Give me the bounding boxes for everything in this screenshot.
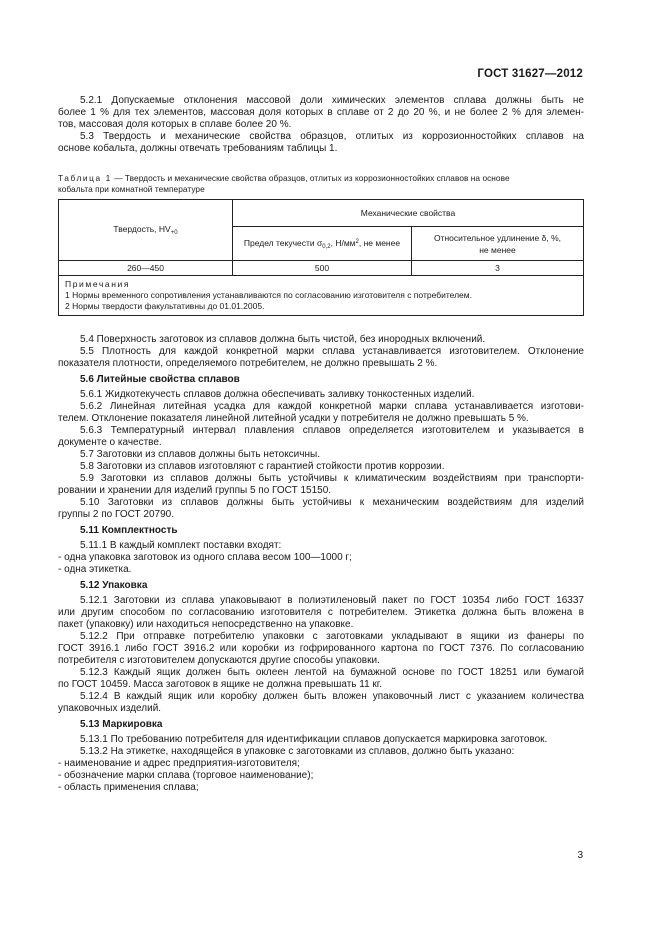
paragraph-line: ГОСТ 3916.1 либо ГОСТ 3916.2 или коробки из гофрированного картона по ГОСТ 7376. По согласованию [58,643,584,654]
header-elongation-line-1: Относительное удлинение δ, %, [433,232,562,243]
section-heading: 5.6 Литейные свойства сплавов [80,374,240,385]
paragraph-line: - одна упаковка заготовок из одного сплава весом 100—1000 г; [58,552,352,563]
header-hardness [59,200,233,261]
paragraph-line: потребителя с изготовителем допускаются другие способы упаковки. [58,655,380,666]
paragraph-line: 5.5 Плотность для каждой конкретной марки сплава устанавливается изготовителем. Отклонение [80,346,584,357]
paragraph-line: 5.12.3 Каждый ящик должен быть оклеен лентой на бумажной основе по ГОСТ 18251 или бумагой [80,667,584,678]
paragraph-line: пакет (упаковку) или находиться непосредственно на упаковке. [58,619,354,630]
header-hardness-sub: +0 [170,230,178,236]
clause-5-2-1-line-2: более 1 % для тех элементов, массовая доля которых в сплаве от 2 до 20 %, и не более 2 % для элемен- [58,107,584,118]
paragraph-line: 5.7 Заготовки из сплавов должны быть нетоксичны. [80,449,320,460]
clause-5-3-line-1: 5.3 Твердость и механические свойства образцов, отлитых из коррозионностойких сплавов на [80,131,584,142]
table-row [59,261,584,276]
paragraph-line: по ГОСТ 10459. Масса заготовок в ящике не должна превышать 11 кг. [58,679,383,690]
paragraph-line: 5.6.1 Жидкотекучесть сплавов должна обеспечивать заливку тонкостенных изделий. [80,389,475,400]
header-yield [233,227,412,261]
clause-5-2-1-line-1: 5.2.1 Допускаемые отклонения массовой доли химических элементов сплава должны быть не [80,95,584,106]
paragraph-line: 5.4 Поверхность заготовок из сплавов должна быть чистой, без инородных включений. [80,334,486,345]
paragraph-line: показателя плотности, определяемого потребителем, не должно превышать 2 %. [58,358,438,369]
document-content [58,95,584,794]
notes-row [59,276,584,316]
table-caption-label: Таблица 1 [58,173,112,183]
header-yield-unit: , Н/мм [330,237,356,248]
note-2: 2 Нормы твердости факультативны до 01.01.2005. [65,301,265,311]
paragraph-line: группы 2 по ГОСТ 20790. [58,509,174,520]
header-hardness-text: Твердость, HV [113,224,171,234]
header-elongation-line-2: не менее [479,244,516,255]
paragraph-line: - область применения сплава; [58,782,199,793]
paragraph-line: - наименование и адрес предприятия-изготовителя; [58,758,300,769]
paragraph-line: 5.12.1 Заготовки из сплава упаковывают в полиэтиленовый пакет по ГОСТ 10354 либо ГОСТ 16337 [80,595,584,606]
paragraph-line: 5.13.2 На этикетке, находящейся в упаковке с заготовками из сплавов, должно быть указано: [80,746,515,757]
paragraph-line: 5.11.1 В каждый комплект поставки входят: [80,540,282,551]
paragraph-line: ровании и хранении для изделий группы 5 по ГОСТ 15150. [58,485,332,496]
cell-elongation: 3 [412,261,584,276]
table-caption-text-1: — Твердость и механические свойства образцов, отлитых из коррозионностойких сплавов на основе [111,173,510,183]
notes-title: Примечания [65,279,131,289]
paragraph-line: 5.6.2 Линейная литейная усадка для каждой конкретной марки сплава устанавливается изготови- [80,401,584,412]
intro-section [58,95,584,155]
cell-yield: 500 [233,261,412,276]
cell-hardness: 260—450 [59,261,233,276]
paragraph-line: упаковочных изделий. [58,703,162,714]
page-number: 3 [577,850,583,861]
body-section [58,334,584,794]
paragraph-line: - обозначение марки сплава (торговое наименование); [58,770,314,781]
clause-5-2-1-line-3: тов, массовая доля которых в сплаве более 20 %. [58,119,292,130]
section-heading: 5.13 Маркировка [80,719,163,730]
standard-designation: ГОСТ 31627—2012 [477,68,583,80]
header-yield-sup: 2 [355,238,359,245]
paragraph-line: 5.9 Заготовки из сплавов должны быть устойчивы к климатическим воздействиям при транспорти- [80,473,584,484]
header-yield-text: Предел текучести σ [243,237,323,248]
note-1: 1 Нормы временного сопротивления устанавливаются по согласованию изготовителя с потребителем. [65,290,472,300]
paragraph-line: 5.6.3 Температурный интервал плавления сплавов определяется изготовителем и указывается в [80,425,584,436]
paragraph-line: 5.12.4 В каждый ящик или коробку должен быть вложен упаковочный лист с указанием количества [80,691,584,702]
section-heading: 5.11 Комплектность [80,525,178,536]
header-yield-sub: 0,2 [322,243,331,250]
notes-cell [59,276,584,316]
header-elongation [412,227,584,261]
properties-table [58,199,584,316]
paragraph-line: или другим способом по согласованию изготовителя с потребителем. Этикетка должна быть вложена в [58,607,584,618]
paragraph-line: телем. Отклонение показателя линейной литейной усадки у потребителя не должно превышать 5 %. [58,413,529,424]
paragraph-line: 5.12.2 При отправке потребителю упаковки с заготовками укладывают в ящики из фанеры по [80,631,584,642]
table-caption [58,173,584,195]
paragraph-line: документе о качестве. [58,437,162,448]
clause-5-3-line-2: основе кобальта, должны отвечать требованиям таблицы 1. [58,143,338,154]
paragraph-line: 5.10 Заготовки из сплавов должны быть устойчивы к механическим воздействиям для изделий [80,497,584,508]
section-heading: 5.12 Упаковка [80,580,148,591]
header-yield-limit: , не менее [358,237,401,248]
paragraph-line: - одна этикетка. [58,564,132,575]
header-mechanical: Механические свойства [233,200,584,227]
paragraph-line: 5.13.1 По требованию потребителя для идентификации сплавов допускается маркировка заготовок. [80,734,548,745]
paragraph-line: 5.8 Заготовки из сплавов изготовляют с гарантией стойкости против коррозии. [80,461,445,472]
table-caption-text-2: кобальта при комнатной температуре [58,184,205,194]
